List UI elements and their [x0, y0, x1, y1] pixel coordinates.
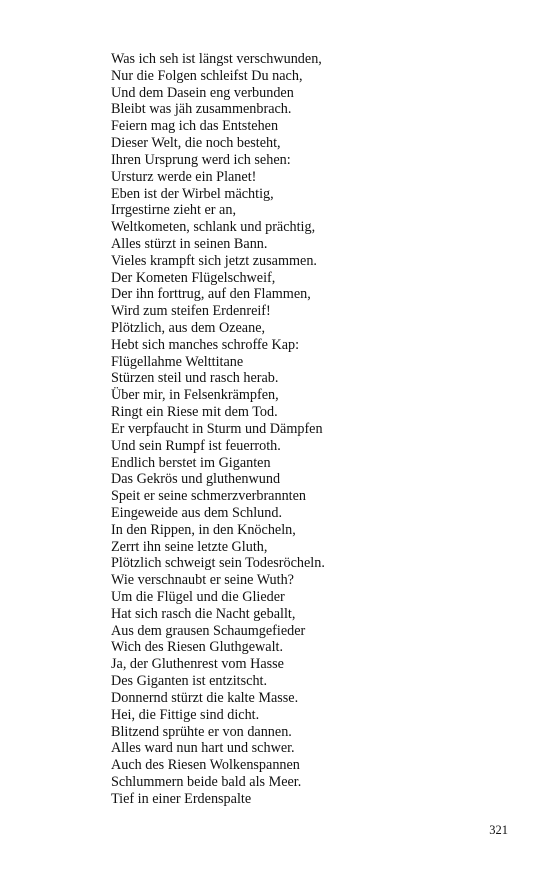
poem-line: Plötzlich schweigt sein Todesröcheln.: [111, 555, 325, 572]
poem-line: Zerrt ihn seine letzte Gluth,: [111, 538, 268, 555]
poem-line: Alles stürzt in seinen Bann.: [111, 235, 268, 252]
poem-line: Und sein Rumpf ist feuerroth.: [111, 437, 281, 454]
poem-line: Schlummern beide bald als Meer.: [111, 773, 302, 790]
poem-line: Über mir, in Felsenkrämpfen,: [111, 387, 279, 404]
poem-line: Ihren Ursprung werd ich sehen:: [111, 151, 291, 168]
poem-line: Donnernd stürzt die kalte Masse.: [111, 689, 299, 706]
poem-line: Endlich berstet im Giganten: [111, 454, 271, 471]
poem-line: Um die Flügel und die Glieder: [111, 589, 285, 605]
poem-line: Tief in einer Erdenspalte: [111, 790, 252, 807]
poem-line: In den Rippen, in den Knöcheln,: [111, 521, 296, 538]
poem-line: Eingeweide aus dem Schlund.: [111, 504, 282, 521]
poem-line: Irrgestirne zieht er an,: [111, 202, 236, 219]
poem-text: [111, 51, 441, 808]
poem-line: Stürzen steil und rasch herab.: [111, 370, 279, 387]
poem-line: Hebt sich manches schroffe Kap:: [111, 336, 300, 353]
poem-line: Speit er seine schmerzverbrannten: [111, 488, 306, 505]
poem-line: Wich des Riesen Gluthgewalt.: [111, 639, 284, 656]
poem-line: Wie verschnaubt er seine Wuth?: [111, 572, 294, 589]
poem-line: Was ich seh ist längst verschwunden,: [111, 51, 322, 67]
poem-line: Feiern mag ich das Entstehen: [111, 118, 279, 135]
poem-line: Eben ist der Wirbel mächtig,: [111, 185, 274, 202]
poem-line: Er verpfaucht in Sturm und Dämpfen: [111, 420, 323, 437]
poem-line: Auch des Riesen Wolkenspannen: [111, 757, 300, 774]
poem-line: Alles ward nun hart und schwer.: [111, 740, 295, 757]
poem-line: Das Gekrös und gluthenwund: [111, 471, 281, 488]
poem-line: Wird zum steifen Erdenreif!: [111, 303, 271, 320]
poem-line: Blitzend sprühte er von dannen.: [111, 723, 292, 740]
poem-line: Weltkometen, schlank und prächtig,: [111, 219, 316, 236]
poem-line: Flügellahme Welttitane: [111, 353, 244, 370]
poem-line: Dieser Welt, die noch besteht,: [111, 135, 281, 152]
poem-line: Hei, die Fittige sind dicht.: [111, 706, 260, 723]
poem-line: Ringt ein Riese mit dem Tod.: [111, 404, 278, 421]
poem-line: Hat sich rasch die Nacht geballt,: [111, 605, 296, 622]
poem-line: Nur die Folgen schleifst Du nach,: [111, 67, 303, 84]
poem-line: Der Kometen Flügelschweif,: [111, 269, 276, 286]
poem-line: Vieles krampft sich jetzt zusammen.: [111, 252, 317, 269]
poem-line: Plötzlich, aus dem Ozeane,: [111, 320, 266, 336]
poem-line: Aus dem grausen Schaumgefieder: [111, 622, 306, 639]
page-number: 321: [489, 823, 508, 837]
poem-line: Der ihn forttrug, auf den Flammen,: [111, 286, 311, 303]
poem-line: Bleibt was jäh zusammenbrach.: [111, 101, 292, 118]
poem-line: Und dem Dasein eng verbunden: [111, 84, 294, 101]
poem-line: Ursturz werde ein Planet!: [111, 168, 257, 185]
poem-line: Ja, der Gluthenrest vom Hasse: [111, 656, 284, 673]
poem-line: Des Giganten ist entzitscht.: [111, 673, 268, 690]
